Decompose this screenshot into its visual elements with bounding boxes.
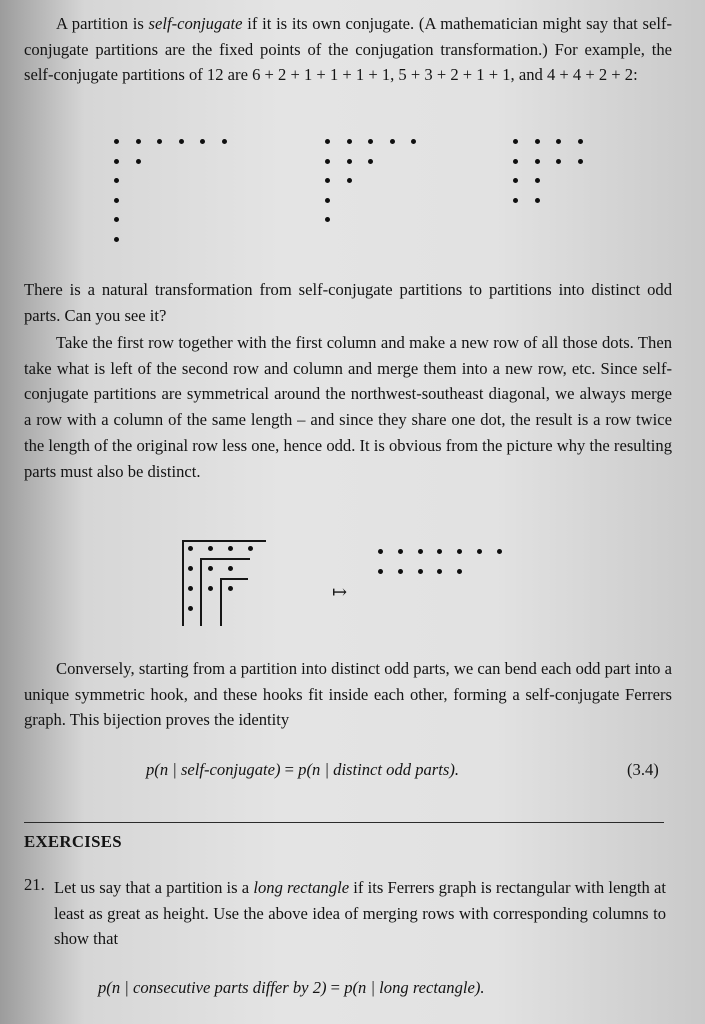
eq1-op: =: [280, 760, 299, 779]
ferrers-dot: [188, 606, 193, 611]
equation-number: (3.4): [627, 760, 659, 779]
inner-hook-line-left: [200, 558, 202, 626]
paragraph-natural-transformation: [24, 277, 672, 328]
ferrers-dot: [157, 139, 162, 144]
ferrers-dot: [411, 139, 416, 144]
hook-diagram: [182, 540, 282, 630]
ferrers-dot: [368, 159, 373, 164]
maps-to-arrow: ↦: [332, 582, 348, 602]
third-hook-line-left: [220, 578, 222, 626]
paragraph-self-conjugate-definition: [24, 11, 672, 88]
ferrers-dot: [398, 569, 403, 574]
term-self-conjugate: self-conjugate: [148, 14, 243, 33]
ferrers-dot: [114, 178, 119, 183]
ferrers-dot: [325, 139, 330, 144]
paragraph-merge-explanation: [24, 330, 672, 484]
ferrers-dot: [208, 566, 213, 571]
ferrers-dot: [228, 566, 233, 571]
eq1-rhs: p(n | distinct odd parts).: [298, 760, 459, 779]
ferrers-dot: [114, 217, 119, 222]
exercise-21-text: [54, 875, 666, 952]
ferrers-dot: [437, 549, 442, 554]
ferrers-dot: [179, 139, 184, 144]
ex21-prefix: Let us say that a partition is a: [54, 878, 254, 897]
ferrers-dot: [535, 139, 540, 144]
ferrers-dot: [535, 198, 540, 203]
ferrers-dot: [513, 198, 518, 203]
ferrers-dot: [378, 549, 383, 554]
exercises-heading: EXERCISES: [24, 832, 122, 851]
term-long-rectangle: long rectangle: [253, 878, 350, 897]
equation-3-4: [146, 760, 459, 780]
ferrers-dot: [114, 237, 119, 242]
ferrers-dot: [208, 546, 213, 551]
ferrers-dot: [513, 178, 518, 183]
ferrers-dot: [556, 159, 561, 164]
ferrers-dot: [114, 139, 119, 144]
ex21-rest: if its Ferrers graph is rectangular with length at least as great as height. Use the above idea of merging rows with corresponding columns to show that: [54, 878, 666, 949]
ferrers-dot: [325, 198, 330, 203]
ferrers-dot: [418, 549, 423, 554]
inner-hook-line-top: [200, 558, 250, 560]
ferrers-dot: [535, 159, 540, 164]
ferrers-dot: [347, 139, 352, 144]
ferrers-dot: [228, 586, 233, 591]
ferrers-dot: [325, 217, 330, 222]
ferrers-dot: [222, 139, 227, 144]
ferrers-dot: [188, 566, 193, 571]
ferrers-dot: [114, 159, 119, 164]
ferrers-dot: [188, 586, 193, 591]
ferrers-dot: [368, 139, 373, 144]
ferrers-dot: [578, 139, 583, 144]
ferrers-dot: [325, 178, 330, 183]
exercise-21-equation: [98, 978, 485, 998]
hook-line-left: [182, 540, 184, 626]
ferrers-dot: [418, 569, 423, 574]
ferrers-dot: [513, 159, 518, 164]
ex21-eq-rhs: p(n | long rectangle).: [344, 978, 485, 997]
paragraph-conversely: [24, 656, 672, 733]
ferrers-dot: [535, 178, 540, 183]
para1-prefix: A partition is: [56, 14, 149, 33]
ferrers-dot: [114, 198, 119, 203]
ex21-eq-op: =: [326, 978, 345, 997]
ferrers-dot: [457, 549, 462, 554]
ferrers-dot: [477, 549, 482, 554]
para1-rest: if it is its own conjugate. (A mathematician might say that self-conjugate partitions are the fixed points of the conjugation transformation.) For example, the self-conjugate partitions of 12 are 6 + 2 + 1 + 1 + 1 + 1, 5 + 3 + 2 + 1 + 1, and 4 + 4 + 2 + 2:: [24, 14, 672, 85]
ferrers-dot: [200, 139, 205, 144]
ferrers-dot: [390, 139, 395, 144]
ferrers-dot: [136, 139, 141, 144]
ferrers-dot: [398, 549, 403, 554]
ferrers-dot: [457, 569, 462, 574]
ferrers-dot: [208, 586, 213, 591]
ferrers-dot: [347, 159, 352, 164]
ferrers-dot: [228, 546, 233, 551]
exercise-number: 21.: [24, 875, 45, 894]
ex21-eq-lhs: p(n | consecutive parts differ by 2): [98, 978, 327, 997]
ferrers-dot: [188, 546, 193, 551]
ferrers-dot: [136, 159, 141, 164]
para4-text: Conversely, starting from a partition into distinct odd parts, we can bend each odd part into a unique symmetric hook, and these hooks fit inside each other, forming a self-conjugate Ferrers graph. This bijection proves the identity: [24, 659, 672, 730]
third-hook-line-top: [220, 578, 248, 580]
ferrers-dot: [556, 139, 561, 144]
ferrers-dot: [497, 549, 502, 554]
eq1-lhs: p(n | self-conjugate): [146, 760, 281, 779]
section-divider: [24, 822, 664, 823]
ferrers-dot: [578, 159, 583, 164]
para3-text: Take the first row together with the first column and make a new row of all those dots. Then take what is left of the second row and column and merge them into a new row, etc. Since self-conjugate partitions are symmetrical around the northwest-southeast diagonal, we always merge a row with a column of the same length – and since they share one dot, the result is a row twice the length of the original row less one, hence odd. It is obvious from the picture why the resulting parts must also be distinct.: [24, 333, 672, 481]
ferrers-dot: [437, 569, 442, 574]
ferrers-dot: [378, 569, 383, 574]
ferrers-dot: [513, 139, 518, 144]
ferrers-dot: [248, 546, 253, 551]
para2-text: There is a natural transformation from self-conjugate partitions to partitions into distinct odd parts. Can you see it?: [24, 280, 672, 325]
ferrers-dot: [347, 178, 352, 183]
ferrers-dot: [325, 159, 330, 164]
hook-line-top: [182, 540, 266, 542]
